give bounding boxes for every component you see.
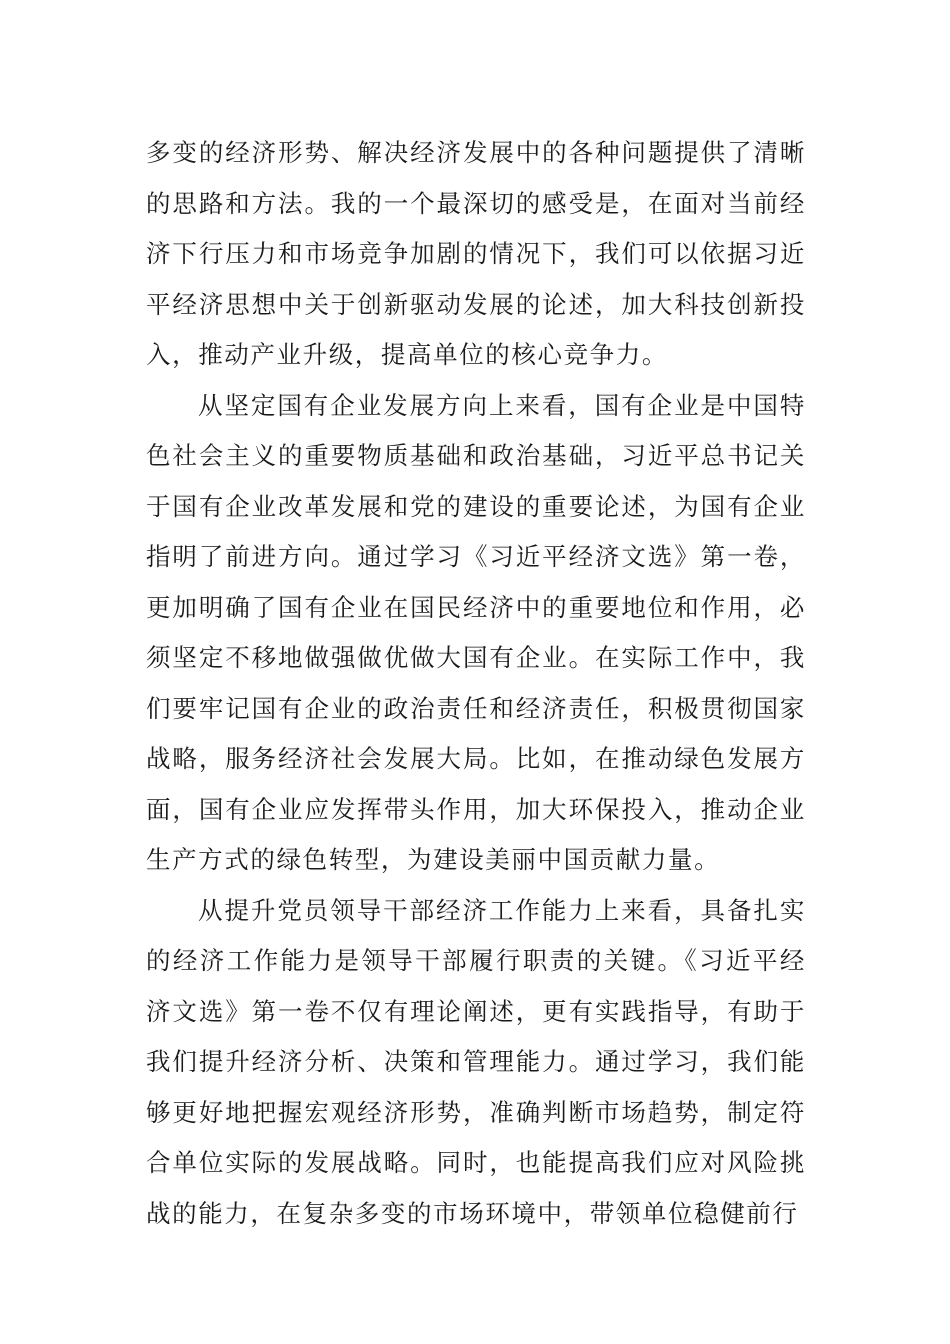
document-body xyxy=(146,128,806,1239)
paragraph-leadership-ability: 从提升党员领导干部经济工作能力上来看，具备扎实的经济工作能力是领导干部履行职责的关键。《习近平经济文选》第一卷不仅有理论阐述，更有实践指导，有助于我们提升经济分析、决策和管理能力。通过学习，我们能够更好地把握宏观经济形势，准确判断市场趋势，制定符合单位实际的发展战略。同时，也能提高我们应对风险挑战的能力，在复杂多变的市场环境中，带领单位稳健前行 xyxy=(146,895,806,1228)
paragraph-continuation: 多变的经济形势、解决经济发展中的各种问题提供了清晰的思路和方法。我的一个最深切的感受是，在面对当前经济下行压力和市场竞争加剧的情况下，我们可以依据习近平经济思想中关于创新驱动发展的论述，加大科技创新投入，推动产业升级，提高单位的核心竞争力。 xyxy=(146,138,806,369)
paragraph-state-enterprise: 从坚定国有企业发展方向上来看，国有企业是中国特色社会主义的重要物质基础和政治基础，习近平总书记关于国有企业改革发展和党的建设的重要论述，为国有企业指明了前进方向。通过学习《习近平经济文选》第一卷，更加明确了国有企业在国民经济中的重要地位和作用，必须坚定不移地做强做优做大国有企业。在实际工作中，我们要牢记国有企业的政治责任和经济责任，积极贯彻国家战略，服务经济社会发展大局。比如，在推动绿色发展方面，国有企业应发挥带头作用，加大环保投入，推动企业生产方式的绿色转型，为建设美丽中国贡献力量。 xyxy=(146,390,806,874)
